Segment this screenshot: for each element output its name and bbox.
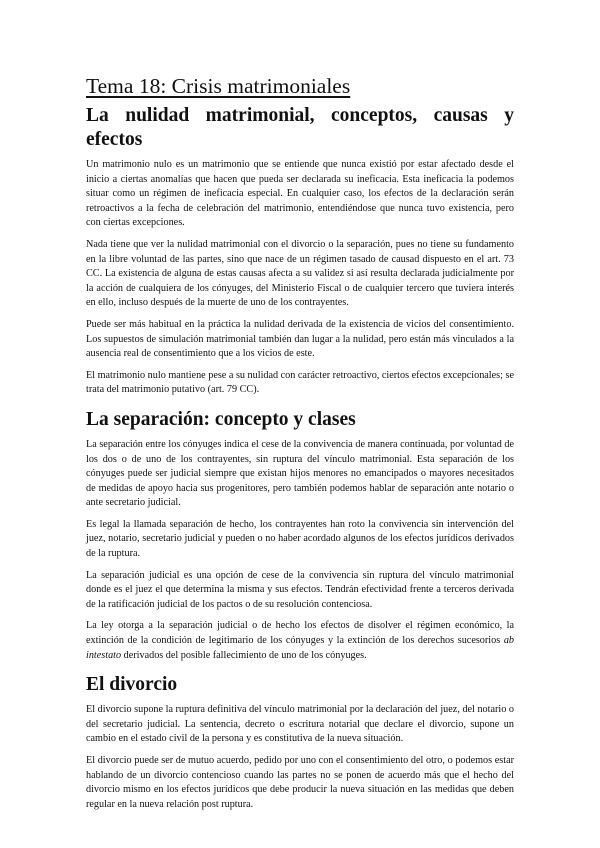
section-heading-divorcio: El divorcio: [86, 674, 178, 696]
paragraph-text: derivados del posible fallecimiento de uno de los cónyuges.: [121, 649, 367, 661]
document-title: Tema 18: Crisis matrimoniales: [86, 74, 351, 98]
section-heading-nulidad: La nulidad matrimonial, conceptos, causas y efectos: [86, 105, 514, 150]
paragraph: La separación entre los cónyuges indica el cese de la convivencia de manera continuada, por voluntad de los dos o de uno de los contrayentes, sin ruptura del vínculo matrimonial. Esta separación de los cónyuges puede ser judicial siempre que existan hijos menores no emancipados o mayores necesitados de medidas de apoyo hacia sus progenitores, pero también podemos hablar de separación ante notario o ante secretario judicial.: [86, 438, 514, 509]
italic-term: ab intestato: [86, 635, 514, 661]
paragraph: Es legal la llamada separación de hecho, los contrayentes han roto la convivencia sin intervención del juez, notario, secretario judicial y pueden o no haber acordado algunos de los efectos jurídicos derivados de la ruptura.: [86, 518, 514, 560]
paragraph: El divorcio puede ser de mutuo acuerdo, pedido por uno con el consentimiento del otro, o podemos estar hablando de un divorcio contencioso cuando las partes no se ponen de acuerdo más que el hecho del divorcio mismo en los efectos jurídicos que debe producir la nueva situación en las medidas que deben regular en la nueva relación post ruptura.: [86, 755, 514, 810]
paragraph: [86, 619, 514, 663]
section-heading-separacion: La separación: concepto y clases: [86, 408, 356, 430]
paragraph: La separación judicial es una opción de cese de la convivencia sin ruptura del vínculo matrimonial donde es el juez el que determina la misma y sus efectos. Tendrán efectividad frente a terceros derivada de la ratificación judicial de los pactos o de su resolución contenciosa.: [86, 569, 514, 610]
paragraph: El divorcio supone la ruptura definitiva del vínculo matrimonial por la declaración del juez, del notario o del secretario judicial. La sentencia, decreto o escritura notarial que declare el divorcio, supone un cambio en el estado civil de la persona y es constitutiva de la nueva situación.: [86, 704, 514, 745]
paragraph-text: La ley otorga a la separación judicial o de hecho los efectos de disolver el régimen económico, la extinción de la condición de legitimario de los cónyuges y la extinción de los derechos sucesorios: [86, 620, 514, 647]
paragraph: El matrimonio nulo mantiene pese a su nulidad con carácter retroactivo, ciertos efectos excepcionales; se trata del matrimonio putativo (art. 79 CC).: [86, 369, 514, 396]
paragraph: Puede ser más habitual en la práctica la nulidad derivada de la existencia de vicios del consentimiento. Los supuestos de simulación matrimonial también dan lugar a la nulidad, pero están más vinculados a la ausencia real de consentimiento que a los vicios de este.: [86, 318, 514, 360]
paragraph: Nada tiene que ver la nulidad matrimonial con el divorcio o la separación, pues no tiene su fundamento en la libre voluntad de las partes, sino que nace de un régimen tasado de causad dispuesto en el art. 73 CC. La existencia de alguna de estas causas afecta a su validez si así resulta declarada judicialmente por la acción de cualquiera de los cónyuges, del Ministerio Fiscal o de cualquier tercero que tuviera interés en ello, incluso después de la muerte de uno de los contrayentes.: [86, 238, 514, 309]
paragraph: Un matrimonio nulo es un matrimonio que se entiende que nunca existió por estar afectado desde el inicio a ciertas anomalías que hacen que pueda ser declarada su ineficacia. Esta ineficacia la podemos situar como un régimen de ineficacia especial. En cualquier caso, los efectos de la declaración serán retroactivos a la fecha de celebración del matrimonio, entendiéndose que nunca tuvo existencia, pero con ciertas excepciones.: [86, 159, 514, 229]
